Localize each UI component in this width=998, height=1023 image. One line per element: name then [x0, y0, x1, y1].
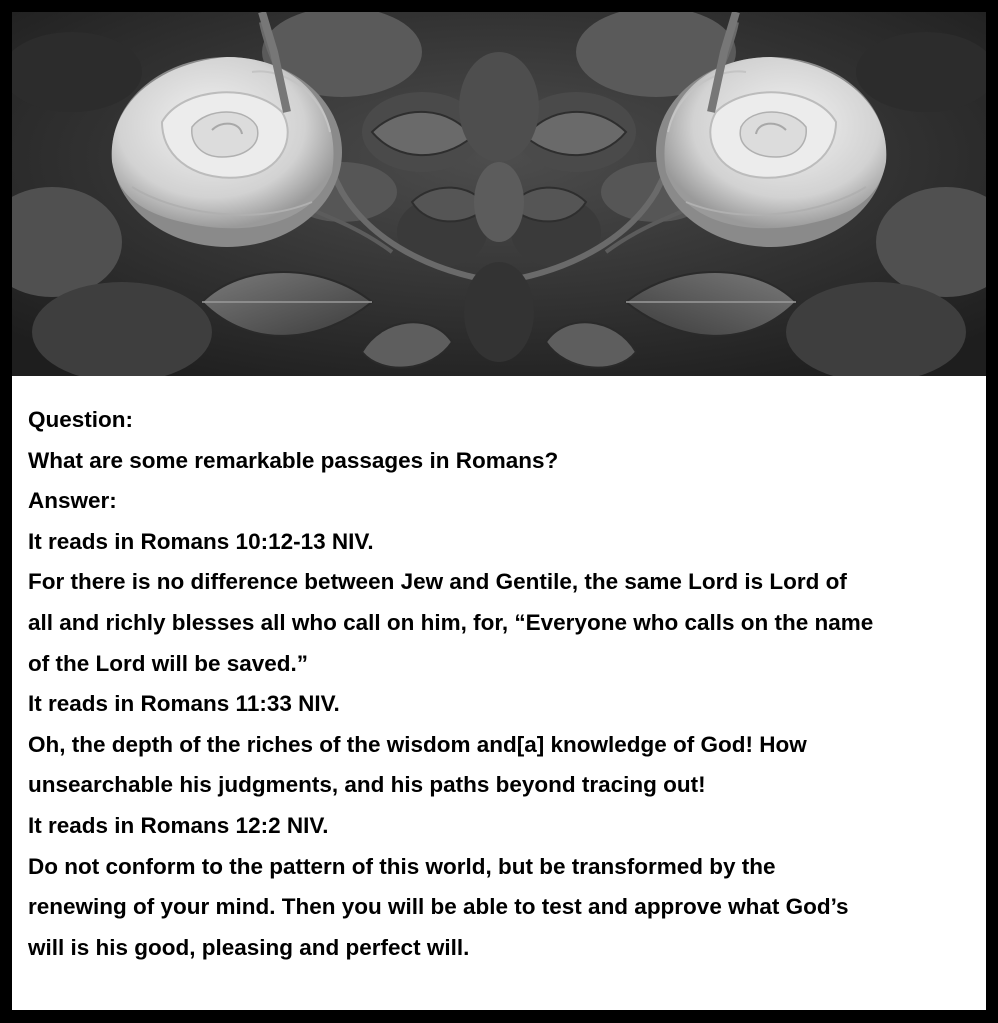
question-text: What are some remarkable passages in Romans?	[28, 447, 559, 473]
passage-reference: It reads in Romans 12:2 NIV.	[28, 812, 329, 838]
passage-line: Do not conform to the pattern of this world, but be transformed by the	[28, 853, 776, 879]
passage-reference: It reads in Romans 10:12-13 NIV.	[28, 528, 374, 554]
passage-line: of the Lord will be saved.”	[28, 650, 309, 676]
qa-text	[28, 376, 972, 968]
passage-line: For there is no difference between Jew and Gentile, the same Lord is Lord of	[28, 569, 847, 595]
passage-line: all and richly blesses all who call on him, for, “Everyone who calls on the name	[28, 609, 874, 635]
passage-line: Oh, the depth of the riches of the wisdom and[a] knowledge of God! How	[28, 731, 807, 757]
rose-illustration	[12, 12, 986, 376]
content-frame	[12, 12, 986, 1010]
passage-reference: It reads in Romans 11:33 NIV.	[28, 691, 340, 717]
rose-photo	[12, 12, 986, 376]
passage-line: unsearchable his judgments, and his paths beyond tracing out!	[28, 772, 706, 798]
answer-label: Answer:	[28, 488, 117, 514]
passage-line: renewing of your mind. Then you will be able to test and approve what God’s	[28, 894, 849, 920]
question-label: Question:	[28, 407, 133, 432]
passage-line: will is his good, pleasing and perfect will.	[28, 934, 470, 960]
